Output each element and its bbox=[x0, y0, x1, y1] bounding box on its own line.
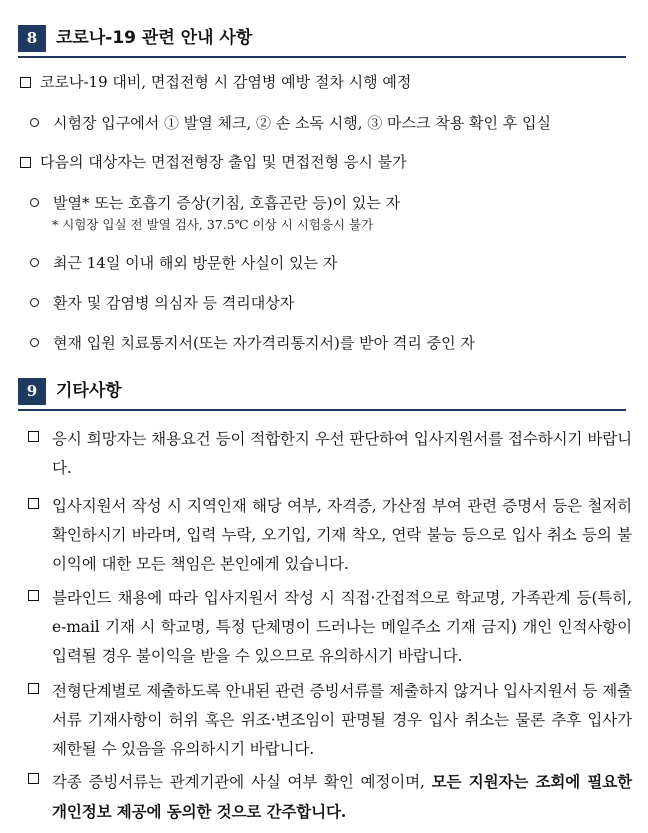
section-8-divider bbox=[18, 56, 626, 58]
consent-normal-text: 각종 증빙서류는 관계기관에 사실 여부 확인 예정이며, bbox=[52, 773, 432, 791]
checkbox-square-icon bbox=[20, 157, 31, 168]
consent-bold-text: 모든 지원자는 조회에 필요한 개인정보 제공에 동의한 것으로 간주합니다. bbox=[52, 772, 632, 821]
circle-bullet-icon bbox=[30, 258, 39, 267]
covid-item-2-sub bbox=[30, 253, 337, 273]
fever-note: * 시험장 입실 전 발열 검사, 37.5℃ 이상 시 시험응시 불가 bbox=[52, 217, 374, 232]
checkbox-square-icon bbox=[28, 683, 39, 694]
checkbox-square-icon bbox=[28, 431, 39, 442]
covid-item-2-text: 다음의 대상자는 면접전형장 출입 및 면접전형 응시 불가 bbox=[40, 153, 407, 171]
circle-bullet-icon bbox=[30, 198, 39, 207]
covid-item-2-sub-text: 발열* 또는 호흡기 증상(기침, 호흡곤란 등)이 있는 자 bbox=[53, 194, 401, 212]
checkbox-square-icon bbox=[20, 77, 31, 88]
covid-item-2 bbox=[20, 152, 407, 172]
section-9-divider bbox=[18, 409, 626, 411]
circle-bullet-icon bbox=[30, 118, 39, 127]
consent-paragraph-text bbox=[52, 767, 632, 827]
covid-item-2-sub bbox=[30, 333, 475, 353]
section-8-title: 코로나-19 관련 안내 사항 bbox=[56, 28, 253, 48]
checkbox-square-icon bbox=[28, 498, 39, 509]
checkbox-square-icon bbox=[28, 773, 39, 784]
notice-paragraph-text: 블라인드 채용에 따라 입사지원서 작성 시 직접·간접적으로 학교명, 가족관계 등(특히, e-mail 기재 시 학교명, 특정 단체명이 드러나는 메일주소 기재 금지) 개인 인적사항이 입력될 경우 불이익을 받을 수 있으므로 유의하시기 바랍니다. bbox=[52, 589, 632, 665]
covid-item-1 bbox=[20, 72, 411, 92]
covid-item-2-sub bbox=[30, 293, 294, 313]
circle-bullet-icon bbox=[30, 338, 39, 347]
covid-item-2-sub-text: 현재 입원 치료통지서(또는 자가격리통지서)를 받아 격리 중인 자 bbox=[53, 334, 475, 352]
notice-paragraph-text: 응시 희망자는 채용요건 등이 적합한지 우선 판단하여 입사지원서를 접수하시기 바랍니다. bbox=[52, 430, 632, 477]
covid-item-2-sub-text: 최근 14일 이내 해외 방문한 사실이 있는 자 bbox=[53, 254, 338, 272]
circle-bullet-icon bbox=[30, 298, 39, 307]
covid-item-1-sub-text: 시험장 입구에서 ① 발열 체크, ② 손 소독 시행, ③ 마스크 착용 확인 후 입실 bbox=[53, 114, 552, 132]
covid-item-2-sub bbox=[30, 193, 400, 213]
section-9-number: 9 bbox=[18, 378, 46, 405]
section-9-title: 기타사항 bbox=[56, 381, 122, 401]
notice-paragraph-text: 입사지원서 작성 시 지역인재 해당 여부, 자격증, 가산점 부여 관련 증명서 등은 철저히 확인하시기 바라며, 입력 누락, 오기입, 기재 착오, 연락 불능 등으로 입사 취소 등의 불이익에 대한 모든 책임은 본인에게 있습니다. bbox=[52, 497, 632, 573]
covid-item-1-text: 코로나-19 대비, 면접전형 시 감염병 예방 절차 시행 예정 bbox=[40, 73, 412, 91]
checkbox-square-icon bbox=[28, 590, 39, 601]
section-8-number: 8 bbox=[18, 25, 46, 52]
covid-item-1-sub bbox=[30, 113, 551, 133]
covid-item-2-sub-text: 환자 및 감염병 의심자 등 격리대상자 bbox=[53, 294, 295, 312]
notice-paragraph-text: 전형단계별로 제출하도록 안내된 관련 증빙서류를 제출하지 않거나 입사지원서 등 제출서류 기재사항이 허위 혹은 위조·변조임이 판명될 경우 입사 취소는 물론 추후 입사가 제한될 수 있음을 유의하시기 바랍니다. bbox=[52, 682, 632, 758]
